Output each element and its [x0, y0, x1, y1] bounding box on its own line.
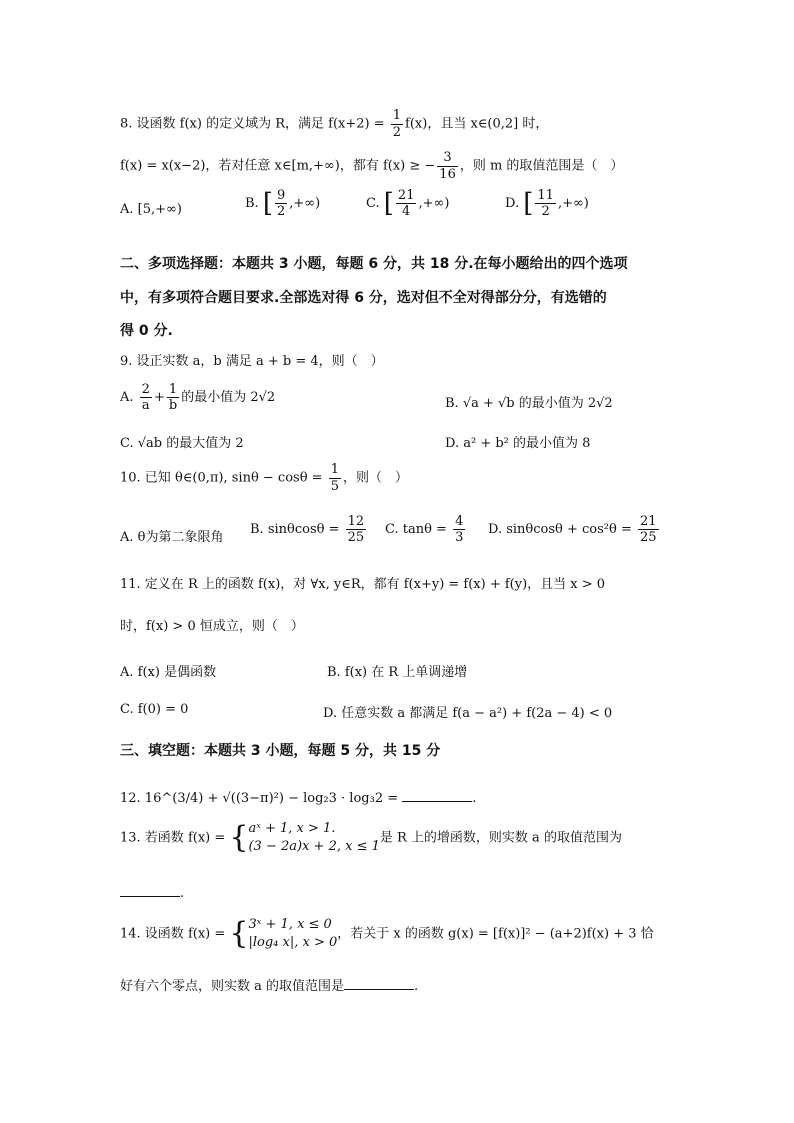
q8-option-c-num: 21 — [397, 188, 415, 203]
q9-option-c: C. √ab 的最大值为 2 — [120, 436, 244, 451]
q14-end: . — [414, 979, 419, 994]
q8-frac2-num: 3 — [437, 150, 458, 167]
q13-case1: aˣ + 1, x > 1. — [248, 821, 336, 836]
q10-option-d — [488, 514, 661, 545]
section2-line2: 中，有多项符合题目要求.全部选对得 6 分，选对但不全对得部分分，有选错的 — [120, 290, 607, 306]
q10-stem — [120, 462, 408, 494]
q14-case1: 3ˣ + 1, x ≤ 0 — [248, 917, 332, 932]
q13-tail: 是 R 上的增函数，则实数 a 的取值范围为 — [379, 830, 622, 846]
q8-option-c-den: 4 — [402, 204, 411, 219]
q8-option-c-tail: ,+∞) — [418, 196, 450, 211]
section2-line1: 二、多项选择题：本题共 3 小题，每题 6 分，共 18 分.在每小题给出的四个选项 — [120, 256, 628, 272]
q10-option-b-den: 25 — [347, 530, 365, 545]
q13-answer-blank — [120, 884, 180, 897]
q10-option-b — [250, 514, 368, 545]
q8-frac-num: 1 — [392, 108, 402, 123]
q8-frac2-den: 16 — [439, 166, 456, 182]
q8-fraction-3-16 — [437, 150, 458, 182]
q8-option-c-label: C. — [366, 196, 380, 211]
q8-option-b-num: 9 — [276, 188, 286, 203]
q11-line1: 11. 定义在 R 上的函数 f(x)，对 ∀x, y∈R，都有 f(x+y) = f(x) + f(y)，且当 x > 0 — [120, 577, 606, 592]
q13-case2: (3 − 2a)x + 2, x ≤ 1 — [248, 839, 380, 855]
q9-option-a-label: A. — [120, 390, 134, 405]
q10-option-d-head: D. sinθcosθ + cos²θ = — [488, 522, 636, 537]
q12-text: 12. 16^(3/4) + √((3−π)²) − log₂3 · log₃2 = — [120, 791, 403, 806]
q8-line1 — [120, 108, 548, 140]
q10-stem-num: 1 — [330, 462, 339, 477]
q14-cases — [248, 916, 337, 952]
q14-line2 — [120, 977, 418, 995]
q12-line: 12. 16^(3/4) + √((3−π)²) − log₂3 · log₃2 = . — [120, 791, 477, 806]
q10-option-a: A. θ为第二象限角 — [120, 530, 224, 545]
q13-line: 13. 若函数 f(x) = {aˣ + 1, x > 1. (3 − 2a)x + 2, x ≤ 1是 R 上的增函数，则实数 a 的取值范围为 — [120, 820, 622, 856]
q10-stem-head: 10. 已知 θ∈(0,π), sinθ − cosθ = — [120, 470, 327, 486]
q13-cases — [248, 820, 379, 856]
q8-option-d-label: D. — [505, 196, 520, 211]
q11-option-d: D. 任意实数 a 都满足 f(a − a²) + f(2a − 4) < 0 — [323, 706, 613, 721]
q10-option-b-num: 12 — [347, 514, 365, 529]
q9-option-a: A. $\frac{2}{a}$ + $\frac{1}{b}$ 的最小值为 2√2 — [120, 382, 276, 413]
q8-line1-tail: f(x)，且当 x∈(0,2] 时， — [405, 116, 549, 132]
q11-option-c: C. f(0) = 0 — [120, 702, 189, 717]
section3-title: 三、填空题：本题共 3 小题，每题 5 分，共 15 分 — [120, 743, 441, 759]
q13-head: 13. 若函数 f(x) = — [120, 830, 230, 846]
q8-option-c: C. [ $\frac{21}{4}$ ,+∞) — [366, 188, 450, 219]
q10-stem-den: 5 — [330, 478, 339, 494]
q8-line1-text: 8. 设函数 f(x) 的定义域为 R，满足 f(x+2) = — [120, 116, 389, 132]
q8-line2-text: f(x) = x(x−2)，若对任意 x∈[m,+∞)，都有 f(x) ≥ − — [120, 158, 436, 174]
q14-line2-text: 好有六个零点，则实数 a 的取值范围是 — [120, 979, 345, 994]
q11-line2: 时，f(x) > 0 恒成立，则（ ） — [120, 619, 304, 634]
q8-line2-tail: ，则 m 的取值范围是（ ） — [459, 158, 624, 174]
q8-option-d-den: 2 — [541, 204, 550, 219]
q8-option-d: D. [ $\frac{11}{2}$ ,+∞) — [505, 188, 589, 219]
section2-line3: 得 0 分. — [120, 323, 173, 339]
q8-option-b-tail: ,+∞) — [289, 196, 321, 211]
q8-option-b-label: B. — [245, 196, 259, 211]
q8-option-b: B. [ $\frac{9}{2}$ ,+∞) — [245, 188, 321, 219]
q11-option-b: B. f(x) 在 R 上单调递增 — [327, 665, 468, 680]
q13-answer-line — [120, 884, 184, 902]
q10-option-c-den: 3 — [455, 530, 464, 545]
q14-head: 14. 设函数 f(x) = — [120, 926, 230, 942]
q14-tail: ，若关于 x 的函数 g(x) = [f(x)]² − (a+2)f(x) + 3 恰 — [337, 926, 654, 942]
q8-option-a-text: A. [5,+∞) — [120, 202, 182, 217]
q8-option-d-num: 11 — [537, 188, 554, 203]
q9-option-b: B. √a + √b 的最小值为 2√2 — [445, 396, 613, 411]
q11-option-a: A. f(x) 是偶函数 — [120, 665, 217, 680]
q8-option-a — [120, 202, 182, 217]
q10-option-d-den: 25 — [640, 530, 657, 545]
q9-option-a-tail: 的最小值为 2√2 — [181, 390, 276, 405]
q14-answer-blank — [344, 977, 414, 990]
q14-case2: |log₄ x|, x > 0 — [248, 935, 338, 951]
q10-stem-tail: ，则（ ） — [342, 470, 408, 486]
q8-frac-den: 2 — [392, 124, 402, 140]
q10-option-b-head: B. sinθcosθ = — [250, 522, 344, 537]
q9-stem: 9. 设正实数 a，b 满足 a + b = 4，则（ ） — [120, 354, 384, 369]
q12-answer-blank — [402, 789, 472, 802]
q13-end: . — [180, 886, 185, 901]
q8-fraction-half — [391, 108, 403, 140]
q14-line1: 14. 设函数 f(x) = {3ˣ + 1, x ≤ 0 |log₄ x|, x > 0，若关于 x 的函数 g(x) = [f(x)]² − (a+2)f(x) + 3 恰 — [120, 916, 654, 952]
q8-option-b-den: 2 — [276, 204, 286, 219]
q10-option-c-num: 4 — [455, 514, 464, 529]
q8-line2 — [120, 150, 623, 182]
q8-option-d-tail: ,+∞) — [557, 196, 589, 211]
q10-option-c — [385, 514, 467, 545]
q10-option-c-head: C. tanθ = — [385, 522, 452, 537]
q9-option-d: D. a² + b² 的最小值为 8 — [445, 436, 591, 451]
q10-option-d-num: 21 — [640, 514, 657, 529]
